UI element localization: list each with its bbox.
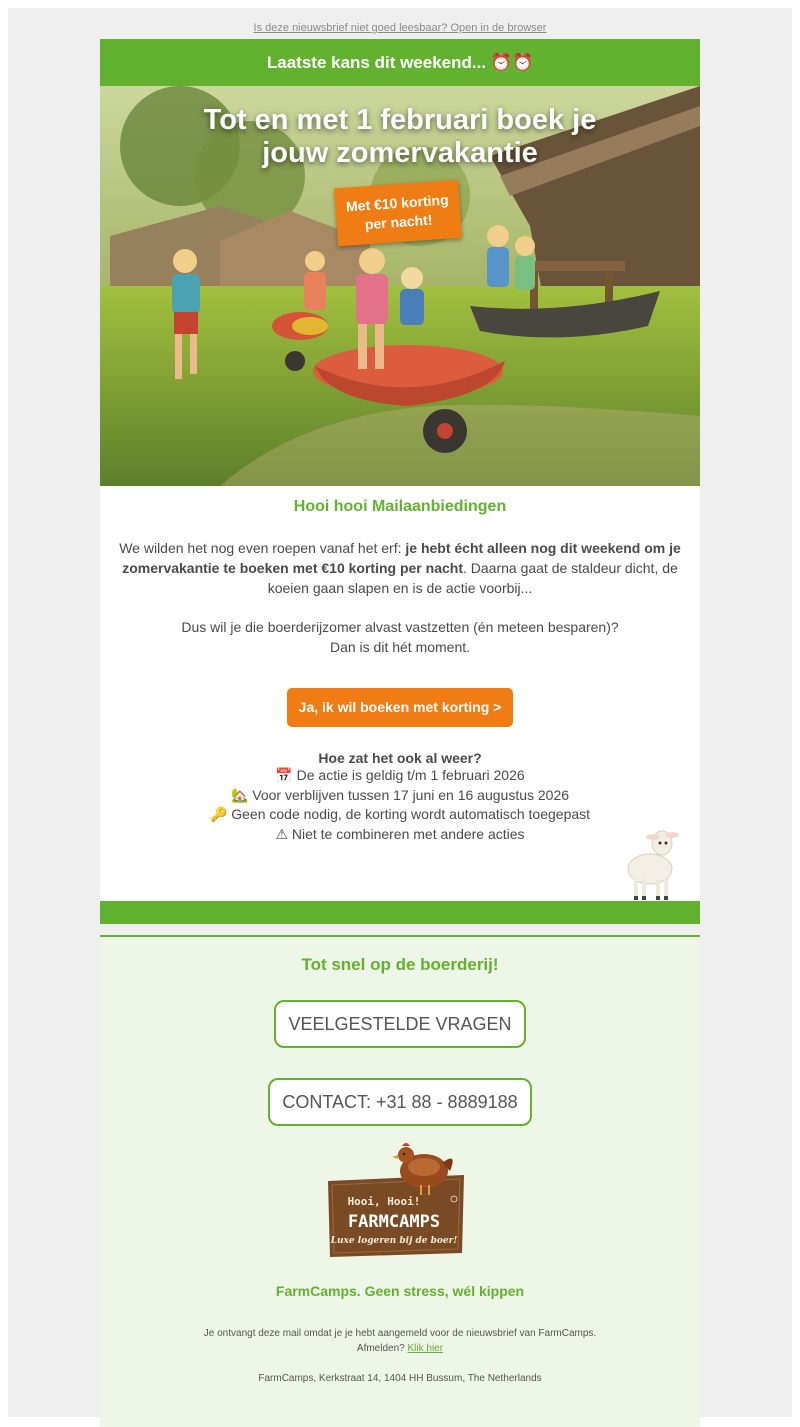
second-paragraph: Dus wil je die boerderijzomer alvast vastzetten (én meteen besparen)? Dan is dit hét moment. [181, 619, 619, 655]
hero-title-line-2: jouw zomervakantie [262, 137, 538, 169]
hero-title [100, 104, 700, 170]
hero-title-line-1: Tot en met 1 februari boek je [203, 104, 597, 136]
logo-tagline-top: Hooi, Hooi! [347, 1195, 421, 1208]
how-it-works-heading: Hoe zat het ook al weer? [318, 750, 482, 766]
unsubscribe-link[interactable]: Klik hier [407, 1343, 444, 1354]
email-canvas [8, 8, 792, 1417]
logo-wordmark: FARMCAMPS [347, 1212, 441, 1232]
greeting-heading: Hooi hooi Mailaanbiedingen [293, 498, 507, 515]
last-chance-banner [100, 39, 700, 86]
discount-badge-line-2: per nacht! [364, 211, 433, 233]
discount-badge-line-1: Met €10 korting [345, 191, 450, 215]
email-body [100, 39, 700, 1427]
discount-badge [334, 180, 462, 247]
footer [100, 935, 700, 1427]
intro-highlight: je hebt écht alleen nog dit weekend om je zomervakantie te boeken met €10 korting per nacht [122, 540, 681, 576]
farmcamps-logo[interactable] [324, 1141, 468, 1261]
company-address: FarmCamps, Kerkstraat 14, 1404 HH Bussum, The Netherlands [258, 1373, 542, 1384]
condition-item: 🔑 Geen code nodig, de korting wordt automatisch toegepast [209, 806, 591, 822]
hero-image[interactable] [100, 86, 700, 486]
condition-item: ⚠ Niet te combineren met andere acties [275, 825, 525, 842]
divider-bar [100, 901, 700, 924]
contact-button[interactable]: CONTACT: +31 88 - 8889188 [268, 1078, 531, 1126]
offer-conditions-list [100, 766, 700, 844]
condition-item: 🏡 Voor verblijven tussen 17 juni en 16 augustus 2026 [230, 786, 570, 803]
condition-item: 📅 De actie is geldig t/m 1 februari 2026 [275, 767, 525, 783]
book-with-discount-button[interactable]: Ja, ik wil boeken met korting > [287, 688, 514, 727]
intro-paragraph: We wilden het nog even roepen vanaf het erf: je hebt écht alleen nog dit weekend om je zomervakantie te boeken met €10 korting per nacht. Daarna gaat de staldeur dicht, de koeien gaan slapen en is de actie voorbij... [119, 540, 681, 596]
banner-text: Laatste kans dit weekend... ⏰⏰ [266, 52, 534, 72]
logo-tagline-bottom: Luxe logeren bij de boer! [330, 1236, 458, 1246]
lamb-icon [620, 821, 682, 901]
faq-button[interactable]: VEELGESTELDE VRAGEN [274, 1000, 525, 1048]
main-content [100, 486, 700, 901]
footer-title: Tot snel op de boerderij! [301, 955, 499, 974]
subscription-notice: Je ontvangt deze mail omdat je je hebt aangemeld voor de nieuwsbrief van FarmCamps. [203, 1328, 597, 1339]
view-in-browser-link[interactable]: Is deze nieuwsbrief niet goed leesbaar? Open in de browser [253, 22, 547, 34]
unsubscribe-line: Afmelden? Klik hier [356, 1343, 444, 1354]
footer-slogan: FarmCamps. Geen stress, wél kippen [275, 1283, 525, 1299]
